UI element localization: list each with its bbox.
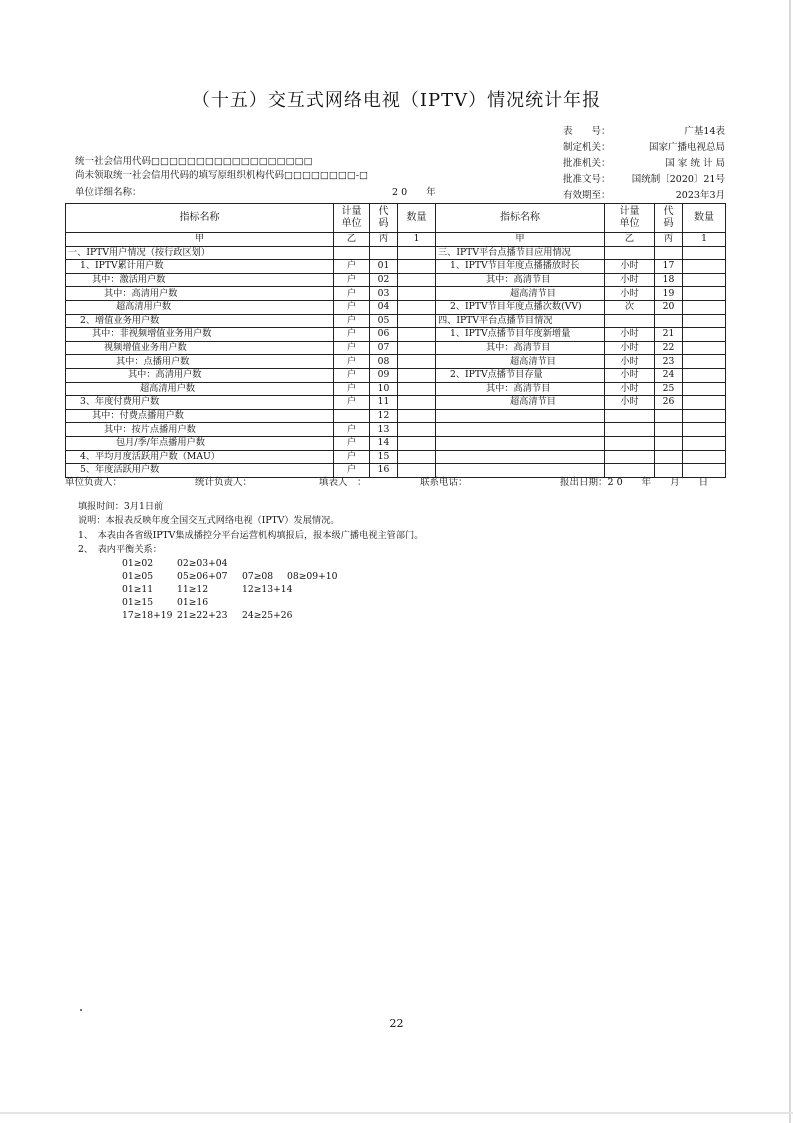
scan-speck <box>80 1009 82 1011</box>
value-cell-right[interactable] <box>683 328 726 342</box>
right-meta-label: 批准机关： <box>563 158 611 169</box>
code-cell-right: 17 <box>655 260 683 274</box>
value-cell-left[interactable] <box>398 409 436 423</box>
unit-cell-right: 小时 <box>605 287 655 301</box>
table-row <box>66 246 726 260</box>
unit-cell-left: 户 <box>334 328 370 342</box>
indicator-name-left: 其中：按片点播用户数 <box>66 423 334 437</box>
table-row <box>66 300 726 314</box>
right-meta-row <box>563 125 725 139</box>
indicator-name-right: 其中：高清节目 <box>436 382 605 396</box>
phone-label: 联系电话： <box>420 477 468 488</box>
code-cell-left: 01 <box>370 260 398 274</box>
right-meta-row <box>563 173 725 187</box>
value-cell-right[interactable] <box>683 382 726 396</box>
indicator-name-right <box>436 450 605 464</box>
table-row <box>66 436 726 450</box>
table-row <box>66 341 726 355</box>
unit-cell-right <box>605 314 655 328</box>
value-cell-right[interactable] <box>683 436 726 450</box>
unit-cell-right: 小时 <box>605 355 655 369</box>
indicator-name-left: 超高清用户数 <box>66 300 334 314</box>
table-header-row <box>66 204 726 233</box>
code-cell-right: 18 <box>655 273 683 287</box>
indicator-name-left: 3、年度付费用户数 <box>66 396 334 410</box>
balance-relation: 02≥03+04 <box>177 558 228 569</box>
header-code-right: 代 码 <box>655 204 683 233</box>
code-cell-left: 14 <box>370 436 398 450</box>
code-cell-left: 10 <box>370 382 398 396</box>
subheader-one-left: 1 <box>398 233 436 247</box>
scan-bottom-shadow <box>0 1112 793 1114</box>
subheader-jia-right: 甲 <box>436 233 605 247</box>
value-cell-right[interactable] <box>683 423 726 437</box>
table-row <box>66 409 726 423</box>
code-cell-left: 05 <box>370 314 398 328</box>
table-row <box>66 314 726 328</box>
header-indicator-right: 指标名称 <box>436 204 605 233</box>
balance-relation: 01≥02 <box>122 558 154 569</box>
value-cell-left[interactable] <box>398 328 436 342</box>
header-unit-left: 计量 单位 <box>334 204 370 233</box>
value-cell-left[interactable] <box>398 273 436 287</box>
unit-cell-right <box>605 436 655 450</box>
subheader-yi-left: 乙 <box>334 233 370 247</box>
table-row <box>66 382 726 396</box>
scan-edge-shadow <box>789 0 791 1123</box>
note-fill-time: 填报时间：3月1日前 <box>78 501 164 512</box>
value-cell-left[interactable] <box>398 450 436 464</box>
unit-cell-left: 户 <box>334 300 370 314</box>
indicator-name-right: 2、IPTV节目年度点播次数(VV) <box>436 300 605 314</box>
filler-label: 填表人 ： <box>319 477 367 488</box>
code-cell-right: 24 <box>655 368 683 382</box>
value-cell-right[interactable] <box>683 409 726 423</box>
value-cell-left[interactable] <box>398 314 436 328</box>
indicator-name-left: 其中：激活用户数 <box>66 273 334 287</box>
indicator-name-right <box>436 423 605 437</box>
unit-cell-right <box>605 246 655 260</box>
unit-cell-right: 小时 <box>605 382 655 396</box>
balance-relation: 01≥16 <box>177 597 209 608</box>
code-cell-right <box>655 409 683 423</box>
org-code-line: 尚未领取统一社会信用代码的填写原组织机构代码□□□□□□□□-□ <box>75 170 368 181</box>
indicator-name-right: 超高清节目 <box>436 355 605 369</box>
unit-cell-left: 户 <box>334 450 370 464</box>
unit-cell-left <box>334 409 370 423</box>
code-cell-left: 07 <box>370 341 398 355</box>
unit-cell-right <box>605 450 655 464</box>
value-cell-left[interactable] <box>398 436 436 450</box>
table-row <box>66 273 726 287</box>
balance-relation: 17≥18+19 <box>122 610 173 621</box>
note-item-2: 2、 表内平衡关系： <box>78 544 162 555</box>
code-cell-right <box>655 314 683 328</box>
header-unit-right: 计量 单位 <box>605 204 655 233</box>
value-cell-left[interactable] <box>398 423 436 437</box>
unit-cell-right: 小时 <box>605 368 655 382</box>
code-cell-right <box>655 436 683 450</box>
value-cell-left[interactable] <box>398 396 436 410</box>
code-cell-right <box>655 450 683 464</box>
credit-code-line: 统一社会信用代码□□□□□□□□□□□□□□□□□□ <box>75 156 313 167</box>
right-meta-value: 国家广播电视总局 <box>648 142 725 153</box>
unit-cell-left: 户 <box>334 464 370 478</box>
unit-cell-left: 户 <box>334 396 370 410</box>
right-meta-row <box>563 157 725 171</box>
balance-relation: 01≥11 <box>122 584 154 595</box>
code-cell-right <box>655 423 683 437</box>
right-meta-label: 表 号： <box>563 126 611 137</box>
code-cell-left: 13 <box>370 423 398 437</box>
value-cell-right[interactable] <box>683 287 726 301</box>
unit-cell-right: 小时 <box>605 341 655 355</box>
unit-cell-right <box>605 409 655 423</box>
value-cell-right[interactable] <box>683 341 726 355</box>
indicator-name-left: 其中：点播用户数 <box>66 355 334 369</box>
indicator-name-right: 1、IPTV点播节目年度新增量 <box>436 328 605 342</box>
header-indicator-left: 指标名称 <box>66 204 334 233</box>
balance-relation: 07≥08 <box>242 571 274 582</box>
right-meta-label: 制定机关： <box>563 142 611 153</box>
unit-cell-left: 户 <box>334 287 370 301</box>
balance-relation: 08≥09+10 <box>287 571 338 582</box>
indicator-name-right: 超高清节目 <box>436 396 605 410</box>
unit-cell-left: 户 <box>334 314 370 328</box>
unit-cell-right <box>605 423 655 437</box>
indicator-name-left: 包月/季/年点播用户数 <box>66 436 334 450</box>
indicator-name-left: 视频增值业务用户数 <box>66 341 334 355</box>
balance-relation: 05≥06+07 <box>177 571 228 582</box>
code-cell-right <box>655 246 683 260</box>
code-cell-right: 22 <box>655 341 683 355</box>
unit-cell-left: 户 <box>334 341 370 355</box>
code-cell-left: 04 <box>370 300 398 314</box>
indicator-name-left: 其中：高清用户数 <box>66 287 334 301</box>
right-meta-row <box>563 189 725 203</box>
value-cell-right[interactable] <box>683 450 726 464</box>
unit-head-label: 单位负责人： <box>65 477 123 488</box>
unit-cell-right: 小时 <box>605 328 655 342</box>
subheader-one-right: 1 <box>683 233 726 247</box>
note-item-1: 1、 本表由各省级IPTV集成播控分平台运营机构填报后，报本级广播电视主管部门。 <box>78 530 424 541</box>
unit-cell-left: 户 <box>334 368 370 382</box>
indicator-name-right <box>436 436 605 450</box>
indicator-name-left: 超高清用户数 <box>66 382 334 396</box>
unit-name-label: 单位详细名称： <box>75 187 142 198</box>
unit-cell-right: 小时 <box>605 260 655 274</box>
code-cell-left: 11 <box>370 396 398 410</box>
code-cell-right: 25 <box>655 382 683 396</box>
right-meta-row <box>563 141 725 155</box>
indicator-name-left: 4、平均月度活跃用户数（MAU） <box>66 450 334 464</box>
table-subheader-row <box>66 233 726 247</box>
indicator-name-left: 一、IPTV用户情况（按行政区划） <box>66 246 334 260</box>
subheader-yi-right: 乙 <box>605 233 655 247</box>
code-cell-left: 06 <box>370 328 398 342</box>
stat-head-label: 统计负责人： <box>195 477 253 488</box>
table-row <box>66 287 726 301</box>
code-cell-right: 21 <box>655 328 683 342</box>
unit-cell-left: 户 <box>334 423 370 437</box>
unit-cell-left: 户 <box>334 382 370 396</box>
right-meta-value: 国统制〔2020〕21号 <box>631 174 725 185</box>
indicator-name-right: 三、IPTV平台点播节目应用情况 <box>436 246 605 260</box>
table-row <box>66 355 726 369</box>
code-cell-right: 20 <box>655 300 683 314</box>
report-date-label: 报出日期：2 0 年 月 日 <box>560 477 709 488</box>
value-cell-right[interactable] <box>683 246 726 260</box>
header-code-left: 代 码 <box>370 204 398 233</box>
balance-relation: 21≥22+23 <box>177 610 228 621</box>
table-row <box>66 423 726 437</box>
value-cell-right[interactable] <box>683 314 726 328</box>
unit-cell-right: 小时 <box>605 396 655 410</box>
indicator-name-left: 5、年度活跃用户数 <box>66 464 334 478</box>
code-cell-left: 09 <box>370 368 398 382</box>
value-cell-left[interactable] <box>398 341 436 355</box>
code-cell-left <box>370 246 398 260</box>
table-row <box>66 260 726 274</box>
value-cell-right[interactable] <box>683 368 726 382</box>
code-cell-left: 15 <box>370 450 398 464</box>
indicator-name-right <box>436 409 605 423</box>
indicator-name-right: 其中：高清节目 <box>436 273 605 287</box>
value-cell-right[interactable] <box>683 355 726 369</box>
balance-relation: 24≥25+26 <box>242 610 293 621</box>
right-meta-value: 国 家 统 计 局 <box>665 158 725 169</box>
value-cell-left[interactable] <box>398 246 436 260</box>
value-cell-left[interactable] <box>398 355 436 369</box>
page-title: （十五）交互式网络电视（IPTV）情况统计年报 <box>191 90 602 111</box>
indicator-name-right: 1、IPTV节目年度点播播放时长 <box>436 260 605 274</box>
code-cell-right: 26 <box>655 396 683 410</box>
iptv-stat-table <box>65 203 726 478</box>
right-meta-label: 有效期至： <box>563 190 611 201</box>
table-row <box>66 396 726 410</box>
balance-relation: 01≥05 <box>122 571 154 582</box>
code-cell-left: 08 <box>370 355 398 369</box>
table-row <box>66 328 726 342</box>
table-row <box>66 368 726 382</box>
value-cell-right[interactable] <box>683 273 726 287</box>
unit-cell-right: 小时 <box>605 273 655 287</box>
value-cell-right[interactable] <box>683 396 726 410</box>
indicator-name-right: 四、IPTV平台点播节目情况 <box>436 314 605 328</box>
right-meta-label: 批准文号： <box>563 174 611 185</box>
header-value-left: 数量 <box>398 204 436 233</box>
right-meta-value: 广基14表 <box>684 126 725 137</box>
report-year: 2 0 年 <box>392 187 436 198</box>
unit-cell-left: 户 <box>334 436 370 450</box>
unit-cell-left: 户 <box>334 260 370 274</box>
code-cell-right: 19 <box>655 287 683 301</box>
value-cell-left[interactable] <box>398 287 436 301</box>
unit-cell-left <box>334 246 370 260</box>
unit-cell-left: 户 <box>334 355 370 369</box>
code-cell-left: 12 <box>370 409 398 423</box>
code-cell-right: 23 <box>655 355 683 369</box>
indicator-name-left: 其中：非视频增值业务用户数 <box>66 328 334 342</box>
page-number: 22 <box>389 1017 404 1030</box>
subheader-bing-right: 丙 <box>655 233 683 247</box>
indicator-name-right: 2、IPTV点播节目存量 <box>436 368 605 382</box>
indicator-name-left: 其中：付费点播用户数 <box>66 409 334 423</box>
code-cell-left: 02 <box>370 273 398 287</box>
right-meta-value: 2023年3月 <box>675 190 725 201</box>
subheader-jia-left: 甲 <box>66 233 334 247</box>
note-description: 说明：本报表反映年度全国交互式网络电视（IPTV）发展情况。 <box>78 515 340 526</box>
value-cell-left[interactable] <box>398 260 436 274</box>
header-value-right: 数量 <box>683 204 726 233</box>
indicator-name-left: 2、增值业务用户数 <box>66 314 334 328</box>
code-cell-left: 03 <box>370 287 398 301</box>
unit-cell-right: 次 <box>605 300 655 314</box>
indicator-name-right: 其中：高清节目 <box>436 341 605 355</box>
unit-cell-left: 户 <box>334 273 370 287</box>
subheader-bing-left: 丙 <box>370 233 398 247</box>
indicator-name-left: 其中：高清用户数 <box>66 368 334 382</box>
value-cell-right[interactable] <box>683 300 726 314</box>
balance-relation: 11≥12 <box>177 584 209 595</box>
balance-relation: 12≥13+14 <box>242 584 293 595</box>
table-row <box>66 450 726 464</box>
value-cell-left[interactable] <box>398 382 436 396</box>
balance-relation: 01≥15 <box>122 597 154 608</box>
value-cell-left[interactable] <box>398 300 436 314</box>
value-cell-left[interactable] <box>398 368 436 382</box>
indicator-name-right: 超高清节目 <box>436 287 605 301</box>
indicator-name-left: 1、IPTV累计用户数 <box>66 260 334 274</box>
code-cell-left: 16 <box>370 464 398 478</box>
value-cell-right[interactable] <box>683 260 726 274</box>
